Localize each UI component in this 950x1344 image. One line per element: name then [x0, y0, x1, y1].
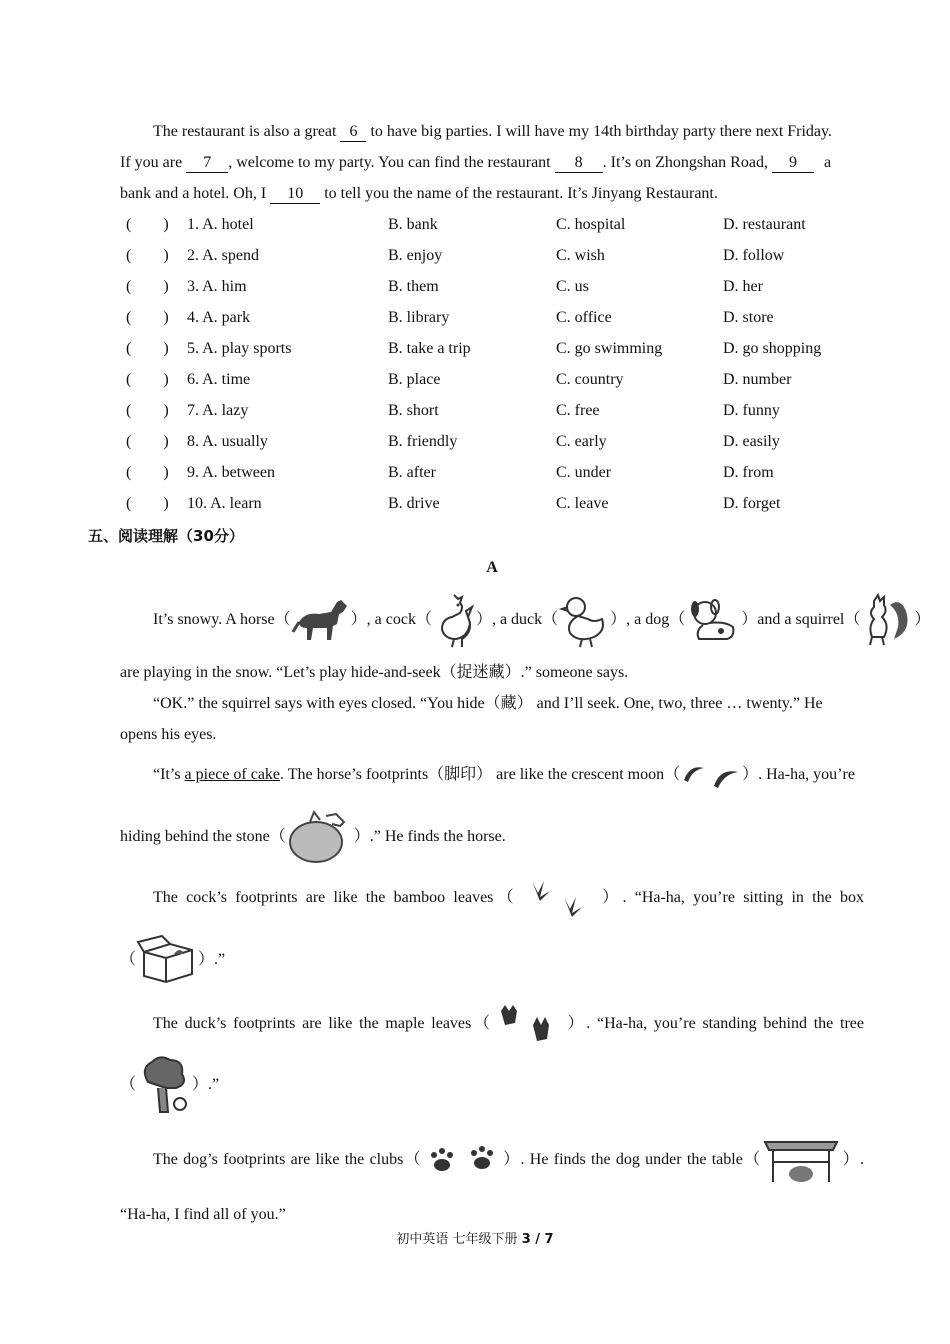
option-a: 5. A. play sports [187, 340, 292, 357]
text: ）.” [192, 1076, 220, 1093]
table-icon [761, 1132, 841, 1188]
text: If you are [120, 154, 187, 171]
text: . It’s on Zhongshan Road, [602, 154, 772, 171]
page-number: 3 / 7 [521, 1232, 554, 1247]
question-9 [126, 457, 866, 488]
question-5 [126, 333, 866, 364]
cloze-line-3 [120, 178, 864, 209]
option-c: C. early [556, 433, 607, 450]
answer-blank[interactable]: ( ) [126, 278, 169, 295]
text: The duck’s footprints are like the maple leaves（ [153, 1015, 493, 1032]
option-c: C. go swimming [556, 340, 663, 357]
option-c: C. under [556, 464, 612, 481]
option-b: B. short [388, 402, 439, 419]
option-b: B. friendly [388, 433, 458, 450]
option-a: 10. A. learn [187, 495, 262, 512]
text: ）and a squirrel（ [741, 611, 861, 628]
blank-8: 8 [555, 154, 603, 173]
underlined-phrase: a piece of cake [184, 766, 281, 783]
passage-line-1 [153, 590, 931, 650]
blank-10: 10 [270, 185, 320, 204]
option-b: B. place [388, 371, 441, 388]
text: hiding behind the stone（ [120, 828, 286, 845]
squirrel-icon [860, 591, 914, 649]
text: It’s snowy. A horse（ [153, 611, 291, 628]
question-2 [126, 240, 866, 271]
text: “It’s [153, 766, 185, 783]
option-c: C. free [556, 402, 600, 419]
option-b: B. library [388, 309, 450, 326]
answer-blank[interactable]: ( ) [126, 371, 169, 388]
option-a: 6. A. time [187, 371, 251, 388]
option-a: 9. A. between [187, 464, 275, 481]
maple-leaf-footprint-icon [493, 1001, 565, 1047]
answer-blank[interactable]: ( ) [126, 464, 169, 481]
option-d: D. store [723, 309, 774, 326]
bamboo-leaf-footprint-icon [518, 877, 598, 919]
stone-icon [286, 808, 354, 866]
option-d: D. restaurant [723, 216, 806, 233]
answer-blank[interactable]: ( ) [126, 402, 169, 419]
option-a: 7. A. lazy [187, 402, 249, 419]
cloze-line-1 [153, 116, 864, 147]
crescent-moon-footprint-icon [680, 760, 742, 790]
club-footprint-icon [422, 1139, 502, 1181]
option-c: C. leave [556, 495, 609, 512]
text: The dog’s footprints are like the clubs（ [153, 1151, 422, 1168]
answer-blank[interactable]: ( ) [126, 247, 169, 264]
text: to have big parties. I will have my 14th birthday party there next Friday. [366, 123, 832, 140]
option-b: B. enjoy [388, 247, 443, 264]
passage-line-10 [120, 1054, 864, 1116]
passage-line-7 [153, 872, 864, 924]
text: ）. “Ha-ha, you’re sitting in the box [597, 889, 864, 906]
option-b: B. drive [388, 495, 440, 512]
question-8 [126, 426, 866, 457]
passage-line-2: are playing in the snow. “Let’s play hide-and-seek（捉迷藏）.” someone says. [120, 664, 629, 681]
passage-line-6 [120, 808, 864, 866]
blank-7: 7 [186, 154, 228, 173]
page-footer [0, 1228, 950, 1247]
option-a: 1. A. hotel [187, 216, 254, 233]
question-4 [126, 302, 866, 333]
text: ）. Ha-ha, you’re [742, 766, 855, 783]
text: The restaurant is also a great [153, 123, 341, 140]
passage-line-5 [153, 759, 864, 790]
text: to tell you the name of the restaurant. It’s Jinyang Restaurant. [320, 185, 718, 202]
section-title: 五、阅读理解（30分） [88, 527, 244, 545]
cloze-line-2 [120, 147, 864, 178]
option-c: C. us [556, 278, 589, 295]
text: ）, a cock（ [350, 611, 432, 628]
option-b: B. after [388, 464, 436, 481]
text: , welcome to my party. You can find the restaurant [228, 154, 555, 171]
option-d: D. go shopping [723, 340, 822, 357]
text: ）.” He finds the horse. [353, 828, 506, 845]
option-d: D. her [723, 278, 763, 295]
text: a [819, 154, 832, 171]
option-d: D. number [723, 371, 792, 388]
tree-icon [136, 1054, 192, 1116]
answer-blank[interactable]: ( ) [126, 309, 169, 326]
passage-line-11 [153, 1130, 864, 1190]
passage-line-3: “OK.” the squirrel says with eyes closed. “You hide（藏） and I’ll seek. One, two, three … twenty.” He [153, 695, 823, 712]
text: （ [120, 951, 137, 968]
text: ）. “Ha-ha, you’re standing behind the tree [564, 1015, 864, 1032]
option-a: 4. A. park [187, 309, 251, 326]
text: ）, a duck（ [475, 611, 559, 628]
option-d: D. funny [723, 402, 780, 419]
horse-icon [291, 592, 351, 648]
option-b: B. bank [388, 216, 438, 233]
answer-blank[interactable]: ( ) [126, 340, 169, 357]
option-c: C. wish [556, 247, 605, 264]
option-a: 3. A. him [187, 278, 247, 295]
option-c: C. hospital [556, 216, 626, 233]
answer-blank[interactable]: ( ) [126, 216, 169, 233]
option-d: D. follow [723, 247, 785, 264]
question-6 [126, 364, 866, 395]
option-a: 8. A. usually [187, 433, 268, 450]
option-d: D. easily [723, 433, 780, 450]
question-1 [126, 209, 866, 240]
cock-icon [432, 591, 476, 649]
option-c: C. country [556, 371, 624, 388]
text: The cock’s footprints are like the bamboo leaves（ [153, 889, 518, 906]
passage-line-12: “Ha-ha, I find all of you.” [120, 1206, 286, 1223]
text: ） [914, 611, 931, 628]
option-d: D. from [723, 464, 774, 481]
blank-6: 6 [340, 123, 366, 142]
box-icon [136, 934, 198, 986]
text: bank and a hotel. Oh, I [120, 185, 271, 202]
question-3 [126, 271, 866, 302]
footer-text: 初中英语 七年级下册 [396, 1232, 522, 1247]
text: （ [120, 1076, 137, 1093]
passage-line-9 [153, 996, 864, 1052]
option-c: C. office [556, 309, 612, 326]
question-7 [126, 395, 866, 426]
passage-line-8 [120, 932, 864, 988]
duck-icon [558, 591, 610, 649]
question-10 [126, 488, 866, 519]
answer-blank[interactable]: ( ) [126, 433, 169, 450]
passage-line-4: opens his eyes. [120, 726, 217, 743]
passage-label: A [486, 559, 498, 576]
blank-9: 9 [772, 154, 814, 173]
option-a: 2. A. spend [187, 247, 259, 264]
text: ）. He finds the dog under the table（ [501, 1151, 762, 1168]
text: ）. [841, 1151, 864, 1168]
dog-icon [685, 595, 741, 645]
text: ）, a dog（ [610, 611, 686, 628]
text: . The horse’s footprints（脚印） are like the crescent moon（ [280, 766, 681, 783]
option-b: B. take a trip [388, 340, 471, 357]
text: ）.” [198, 951, 226, 968]
option-b: B. them [388, 278, 439, 295]
answer-blank[interactable]: ( ) [126, 495, 169, 512]
option-d: D. forget [723, 495, 781, 512]
